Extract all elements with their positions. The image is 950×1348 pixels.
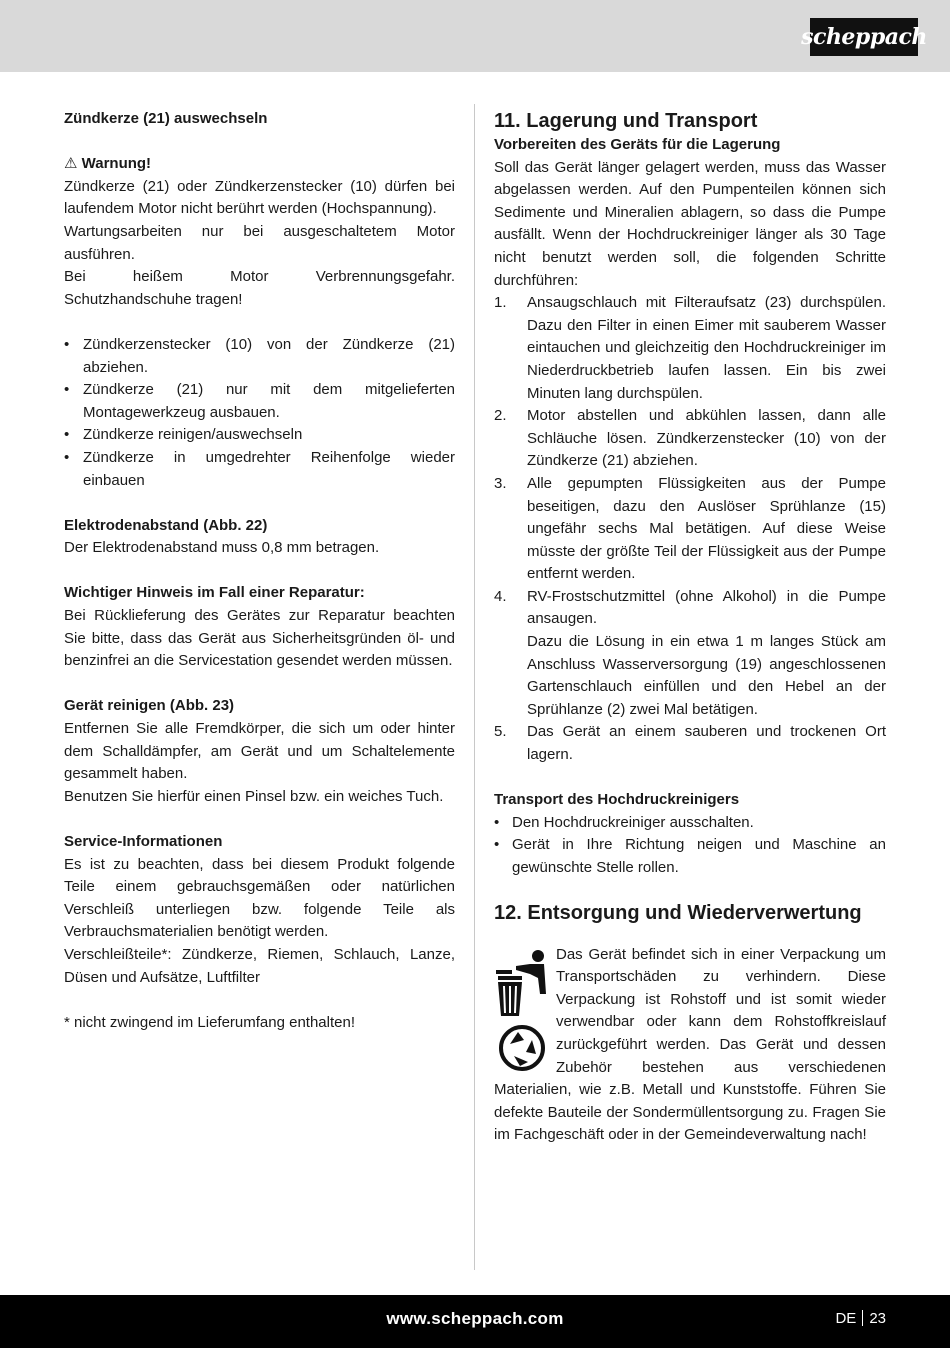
cleaning-text-1: Entfernen Sie alle Fremdkörper, die sich um oder hinter dem Schalldämpfer, am Gerät und um Schaltelemente gesammelt haben. [64,720,455,783]
list-item: 5. Das Gerät an einem sauberen und trockenen Ort lagern. [494,723,886,764]
spark-plug-steps [64,334,455,492]
list-item: • Zündkerze reinigen/auswechseln [64,424,455,447]
list-item: • Den Hochdruckreiniger ausschalten. [494,812,886,835]
list-item: • Zündkerzenstecker (10) von der Zündkerze (21) abziehen. [64,334,455,379]
list-item: • Gerät in Ihre Richtung neigen und Maschine an gewünschte Stelle rollen. [494,834,886,879]
warning-text-1: Zündkerze (21) oder Zündkerzenstecker (10) dürfen bei laufendem Motor nicht berührt werden (Hochspannung). [64,177,455,218]
warning-title: Warnung! [81,155,152,173]
page-number: 23 [869,1310,886,1327]
warning-heading [64,153,455,176]
page-indicator [835,1310,886,1327]
language-code: DE [835,1310,857,1327]
wear-parts-text: Verschleißteile*: Zündkerze, Riemen, Schlauch, Lanze, Düsen und Aufsätze, Luftfilter [64,945,455,986]
list-item: 4. RV-Frostschutzmittel (ohne Alkohol) in die Pumpe ansaugen. Dazu die Lösung in ein etwa 1 m langes Stück am Anschluss Wasserversorgung (19) angeschlossenen Gartenschlauch einfüllen und den Hebel an der Sprühlanze (2) zwei Mal betätigen. [494,587,886,718]
cleaning-title: Gerät reinigen (Abb. 23) [64,697,235,715]
footnote: * nicht zwingend im Lieferumfang enthalten! [64,1013,356,1031]
cleaning-text-2: Benutzen Sie hierfür einen Pinsel bzw. ein weiches Tuch. [64,787,444,805]
repair-text: Bei Rücklieferung des Gerätes zur Reparatur beachten Sie bitte, dass das Gerät aus Sicherheitsgründen öl- und benzinfrei an die Servicestation gesendet werden müssen. [64,607,455,670]
list-item: 3. Alle gepumpten Flüssigkeiten aus der Pumpe beseitigen, dazu den Auslöser Sprühlanze (15) ungefähr sechs Mal betätigen. Auf diese Weise müsste der größte Teil der Flüssigkeit aus der Pumpe entfernt werden. [494,474,886,583]
service-title: Service-Informationen [64,833,223,850]
service-text: Es ist zu beachten, dass bei diesem Produkt folgende Teile einem gebrauchsgemäßen oder natürlichen Verschleiß unterliegen bzw. folgende Teile als Verbrauchsmaterialien benötigt werden. [64,855,455,941]
storage-prep-title: Vorbereiten des Geräts für die Lagerung [494,136,781,153]
brand-logo: scheppach [810,18,918,56]
spark-plug-title: Zündkerze (21) auswechseln [64,110,268,127]
warning-triangle-icon: ⚠ [64,155,78,173]
transport-title: Transport des Hochdruckreinigers [494,791,740,809]
list-item: • Zündkerze (21) nur mit dem mitgelieferten Montagewerkzeug ausbauen. [64,379,455,424]
website-link[interactable]: www.scheppach.com [386,1309,564,1328]
list-item: • Zündkerze in umgedrehter Reihenfolge wieder einbauen [64,447,455,492]
electrode-text: Der Elektrodenabstand muss 0,8 mm betragen. [64,539,380,557]
list-item: 1. Ansaugschlauch mit Filteraufsatz (23) durchspülen. Dazu den Filter in einen Eimer mit sauberem Wasser eintauchen und gleichzeitig den Hochdruckreiniger im Niederdruckbetrieb laufen lassen. Ein bis zwei Minuten lang durchspülen. [494,294,886,402]
recycling-icon [494,948,550,1072]
right-column [494,108,886,1147]
header-bar [0,0,950,72]
disposal-heading: 12. Entsorgung und Wiederverwertung [494,901,862,924]
repair-title: Wichtiger Hinweis im Fall einer Reparatur: [64,584,365,602]
storage-heading: 11. Lagerung und Transport [494,110,758,132]
column-divider [474,104,475,1270]
storage-steps [494,292,886,766]
storage-prep-text: Soll das Gerät länger gelagert werden, muss das Wasser abgelassen werden. Auf den Pumpenteilen können sich Sedimente und Mineralien ablagern, so dass die Pumpe ausfällt. Wenn der Hochdruckreiniger länger als 30 Tage nicht benutzt werden soll, die folgenden Schritte durchführen: [494,158,886,289]
left-column [64,108,455,1034]
footer-bar [0,1295,950,1348]
list-item: 2. Motor abstellen und abkühlen lassen, dann alle Schläuche lösen. Zündkerzenstecker (10) von der Zündkerze (21) abziehen. [494,407,886,470]
warning-text-3: Bei heißem Motor Verbrennungsgefahr. Schutzhandschuhe tragen! [64,268,455,308]
transport-steps [494,812,886,880]
electrode-title: Elektrodenabstand (Abb. 22) [64,516,268,534]
warning-text-2: Wartungsarbeiten nur bei ausgeschaltetem Motor ausführen. [64,222,455,263]
disposal-text: Das Gerät befindet sich in einer Verpackung um Transportschäden zu verhindern. Diese Verpackung ist Rohstoff und ist somit wieder verwendbar oder kann dem Rohstoffkreislauf zurückgeführt werden. Das Gerät und dessen Zubehör bestehen aus verschiedenen Materialien, wie z.B. Metall und Kunststoffe. Führen Sie defekte Bauteile der Sondermüllentsorgung zu. Fragen Sie im Fachgeschäft oder in der Gemeindeverwaltung nach! [494,945,886,1144]
